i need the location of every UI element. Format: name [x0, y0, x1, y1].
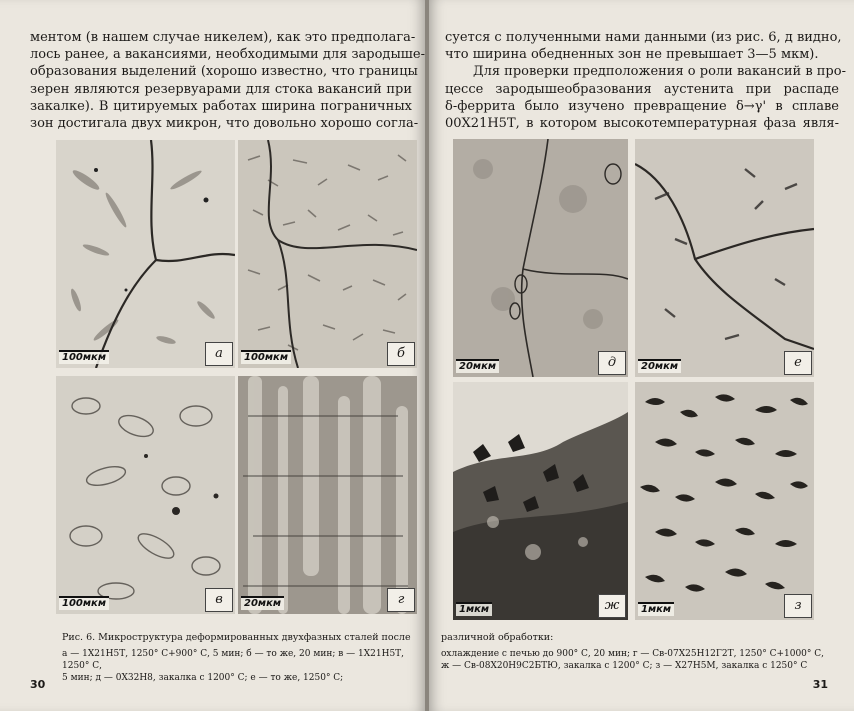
left-page: [0, 0, 425, 711]
photo-label: г: [387, 588, 415, 612]
caption-line: 5 мин; д — 0Х32Н8, закалка с 1200° С; е — то же, 1250° С;: [62, 673, 344, 683]
text-line: что ширина обедненных зон не превышает 3—5 мкм).: [445, 47, 819, 63]
text-line: закалке). В цитируемых работах ширина пограничных: [30, 98, 412, 114]
micrograph-v: [56, 376, 235, 614]
caption-line: а — 1Х21Н5Т, 1250° С+900° С, 5 мин; б — то же, 20 мин; в — 1Х21Н5Т, 1250° С,: [62, 649, 405, 671]
photo-label: а: [205, 342, 233, 366]
text-line: 00Х21Н5Т, в котором высокотемпературная фаза явля-: [445, 116, 839, 132]
scale-bar: 1мкм: [638, 602, 674, 616]
micrograph-e: [635, 139, 814, 377]
photo-label: з: [784, 594, 812, 618]
figure-caption-right: [441, 632, 841, 672]
scale-bar: 100мкм: [59, 596, 109, 610]
text-line: Для проверки предположения о роли вакансий в про-: [473, 64, 846, 80]
photo-label: в: [205, 588, 233, 612]
text-line: зерен являются резервуарами для стока вакансий при: [30, 81, 412, 97]
photo-label: б: [387, 342, 415, 366]
scale-bar: 1мкм: [456, 602, 492, 616]
micrograph-z: [635, 382, 814, 620]
photo-label: ж: [598, 594, 626, 618]
text-line: суется с полученными нами данными (из рис. 6, д видно,: [445, 30, 842, 45]
text-line: цессе зародышеобразования аустенита при распаде: [445, 81, 839, 97]
photo-label: е: [784, 351, 812, 375]
page-number: 30: [30, 678, 46, 691]
micrograph-zh: [453, 382, 628, 620]
scale-bar: 100мкм: [241, 350, 291, 364]
caption-title: Рис. 6. Микроструктура деформированных двухфазных сталей после: [62, 632, 411, 643]
text-line: δ-феррита было изучено превращение δ→γ' в сплаве: [445, 98, 839, 114]
micrograph-g: [238, 376, 417, 614]
scale-bar: 100мкм: [59, 350, 109, 364]
figure-caption-left: [62, 632, 414, 684]
micrograph-a: [56, 140, 235, 368]
left-body-text: [30, 29, 425, 132]
caption-line: ж — Св-08Х20Н9С2БТЮ, закалка с 1200° С; з — Х27Н5М, закалка с 1250° С: [441, 661, 808, 671]
scale-bar: 20мкм: [241, 596, 284, 610]
caption-line: охлаждение с печью до 900° С, 20 мин; г — Св-07Х25Н12Г2Т, 1250° С+1000° С,: [441, 649, 825, 659]
scale-bar: 20мкм: [456, 359, 499, 373]
text-line: образования выделений (хорошо известно, что границы: [30, 64, 418, 80]
micrograph-b: [238, 140, 417, 368]
caption-title: различной обработки:: [441, 632, 554, 643]
right-body-text: [445, 29, 846, 132]
scale-bar: 20мкм: [638, 359, 681, 373]
photo-label: д: [598, 351, 626, 375]
text-line: лось ранее, а вакансиями, необходимыми для зародыше-: [30, 47, 425, 63]
right-page: [429, 0, 854, 711]
page-number: 31: [812, 678, 828, 691]
micrograph-d: [453, 139, 628, 377]
text-line: ментом (в нашем случае никелем), как это предполага-: [30, 30, 416, 45]
text-line: зон достигала двух микрон, что довольно хорошо согла-: [30, 116, 419, 132]
